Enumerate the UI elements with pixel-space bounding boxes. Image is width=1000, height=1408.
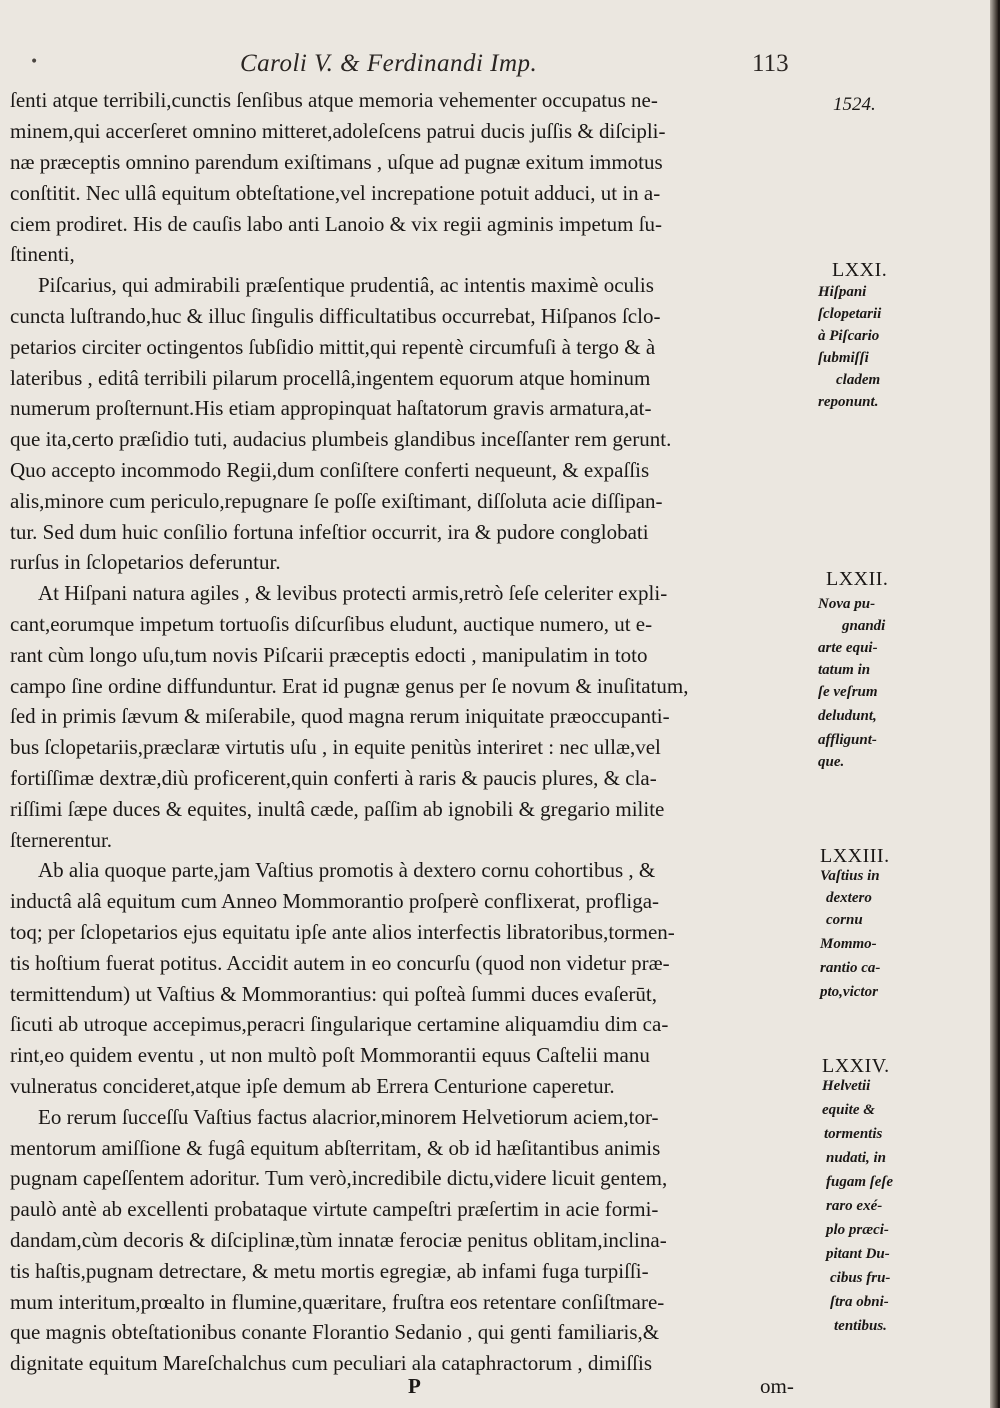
printer-mark: •: [30, 54, 39, 70]
text-line: riſſimi ſæpe duces & equites, inultâ cæde, paſſim ab ignobili & gregario milite: [10, 797, 665, 821]
text-line: tur. Sed dum huic conſilio fortuna infeſtior occurrit, ira & pudore conglobati: [10, 520, 649, 544]
text-line: alis,minore cum periculo,repugnare ſe poſſe exiſtimant, diſſoluta acie diſſipan-: [10, 489, 663, 513]
text-line: mum interitum,prœalto in flumine,quæritare, fruſtra eos retentare conſiſtmare-: [10, 1290, 665, 1314]
text-line: bus ſclopetariis,præclaræ virtutis uſu , in equite penitùs interiret : nec ullæ,vel: [10, 735, 661, 759]
margin-note-line: tatum in: [818, 662, 871, 678]
margin-note-line: Mommo-: [820, 936, 877, 952]
text-line: lateribus , editâ terribili pilarum procellâ,ingentem equorum atque hominum: [10, 366, 651, 390]
section-number: LXXII.: [826, 568, 889, 590]
margin-note-line: Helvetii: [822, 1078, 871, 1094]
text-line: numerum proſternunt.His etiam appropinquat haſtatorum gravis armatura,at-: [10, 396, 652, 420]
margin-note-line: ſubmiſſi: [818, 350, 869, 366]
text-line: dandam,cùm decoris & diſciplinæ,tùm innatæ ferociæ penitus oblitam,inclina-: [10, 1228, 667, 1252]
text-line: toq; per ſclopetarios ejus equitatu ipſe ante alios interfectis libratoribus,tormen-: [10, 920, 675, 944]
text-line: conſtitit. Nec ullâ equitum obteſtatione,vel increpatione potuit adduci, ut in a-: [10, 181, 661, 205]
margin-note-line: reponunt.: [818, 394, 879, 410]
text-line: næ præceptis omnino parendum exiſtimans , uſque ad pugnæ exitum immotus: [10, 150, 663, 174]
margin-note-line: equite &: [822, 1102, 875, 1118]
section-number: LXXI.: [832, 259, 888, 281]
signature-mark: P: [408, 1374, 421, 1398]
margin-note-line: deludunt,: [818, 708, 877, 724]
text-line: termittendum) ut Vaſtius & Mommorantius: qui poſteà ſummi duces evaſerūt,: [10, 982, 658, 1006]
text-line: petarios circiter octingentos ſubſidio mittit,qui repentè circumfuſi à tergo & à: [10, 335, 656, 359]
margin-note-line: dextero: [826, 890, 872, 906]
text-line: Ab alia quoque parte,jam Vaſtius promotis à dextero cornu cohortibus , &: [38, 858, 656, 882]
text-line: pugnam capeſſentem adoritur. Tum verò,incredibile dictu,videre licuit gentem,: [10, 1166, 668, 1190]
margin-note-line: gnandi: [842, 618, 886, 634]
page-edge-shadow: [990, 0, 998, 1408]
text-line: minem,qui accerſeret omnino mitteret,adoleſcens patrui ducis juſſis & diſcipli-: [10, 119, 666, 143]
margin-note-line: plo præci-: [826, 1222, 889, 1238]
margin-note-line: ſclopetarii: [818, 306, 882, 322]
section-number: LXXIII.: [820, 845, 890, 867]
margin-note-line: nudati, in: [826, 1150, 887, 1166]
text-line: ſicuti ab utroque accepimus,peracri ſingularique certamine aliquamdiu dim ca-: [10, 1012, 669, 1036]
margin-note-line: pto,victor: [820, 984, 878, 1000]
margin-note-line: que.: [818, 754, 845, 770]
text-line: rant cùm longo uſu,tum novis Piſcarii præceptis edocti , manipulatim in toto: [10, 643, 648, 667]
margin-year: 1524.: [833, 94, 876, 115]
text-line: Quo accepto incommodo Regii,dum conſiſtere conferti nequeunt, & expaſſis: [10, 458, 650, 482]
text-line: tis hoſtium fuerat potitus. Accidit autem in eo concurſu (quod non videtur præ-: [10, 951, 670, 975]
section-number: LXXIV.: [822, 1055, 890, 1077]
text-line: cuncta luſtrando,huc & illuc ſingulis difficultatibus occurrebat, Hiſpanos ſclo-: [10, 304, 661, 328]
text-line: At Hiſpani natura agiles , & levibus protecti armis,retrò ſeſe celeriter expli-: [38, 581, 668, 605]
text-line: fortiſſimæ dextræ,diù proficerent,quin conferti à raris & paucis plures, & cla-: [10, 766, 657, 790]
margin-note-line: rantio ca-: [820, 960, 881, 976]
margin-note-line: cibus fru-: [830, 1270, 891, 1286]
text-line: cant,eorumque impetum tortuoſis diſcurſibus eludunt, auctique numero, ut e-: [10, 612, 653, 636]
margin-note-line: Nova pu-: [818, 596, 876, 612]
text-line: ſed in primis ſævum & miſerabile, quod magna rerum iniquitate præoccupanti-: [10, 704, 670, 728]
text-line: campo ſine ordine diffunduntur. Erat id pugnæ genus per ſe novum & inuſitatum,: [10, 674, 689, 698]
text-line: Eo rerum ſucceſſu Vaſtius factus alacrior,minorem Helvetiorum aciem,tor-: [38, 1105, 659, 1129]
text-line: ſtinenti,: [10, 242, 75, 266]
running-title: Caroli V. & Ferdinandi Imp.: [240, 50, 538, 77]
text-line: mentorum amiſſione & fugâ equitum abſterritam, & ob id hæſitantibus animis: [10, 1136, 661, 1160]
margin-note-line: tentibus.: [834, 1318, 887, 1334]
text-line: ſenti atque terribili,cunctis ſenſibus atque memoria vehementer occupatus ne-: [10, 88, 658, 112]
text-line: Piſcarius, qui admirabili præſentique prudentiâ, ac intentis maximè oculis: [38, 273, 654, 297]
margin-note-line: à Piſcario: [818, 328, 880, 344]
text-line: rurſus in ſclopetarios deferuntur.: [10, 550, 281, 574]
margin-note-line: arte equi-: [818, 640, 878, 656]
margin-note-line: Hiſpani: [818, 284, 867, 300]
text-line: rint,eo quidem eventu , ut non multò poſt Mommorantii equus Caſtelii manu: [10, 1043, 650, 1067]
text-line: ſternerentur.: [10, 828, 113, 852]
margin-note-line: ſtra obni-: [830, 1294, 889, 1310]
margin-note-line: cornu: [826, 912, 863, 928]
text-line: inductâ alâ equitum cum Anneo Mommorantio proſperè conflixerat, profliga-: [10, 889, 660, 913]
text-line: dignitate equitum Mareſchalchus cum peculiari ala cataphractorum , dimiſſis: [10, 1351, 653, 1375]
text-line: paulò antè ab excellenti probataque virtute campeſtri præſertim in acie formi-: [10, 1197, 659, 1221]
margin-note-line: pitant Du-: [826, 1246, 890, 1262]
text-line: tis haſtis,pugnam detrectare, & metu mortis egregiæ, ab infami fuga turpiſſi-: [10, 1259, 649, 1283]
text-line: que magnis obteſtationibus conante Florantio Sedanio , qui genti familiaris,&: [10, 1320, 660, 1344]
margin-note-line: raro exé-: [826, 1198, 883, 1214]
margin-note-line: cladem: [836, 372, 881, 388]
margin-note-line: affligunt-: [818, 732, 877, 748]
page-header: [0, 48, 1000, 84]
text-line: vulneratus concideret,atque ipſe demum ab Errera Centurione caperetur.: [10, 1074, 615, 1098]
margin-note-line: ſe veſrum: [818, 684, 878, 700]
margin-note-line: tormentis: [824, 1126, 883, 1142]
text-line: que ita,certo præſidio tuti, audacius plumbeis glandibus inceſſanter rem gerunt.: [10, 427, 672, 451]
text-line: ciem prodiret. His de cauſis labo anti Lanoio & vix regii agminis impetum ſu-: [10, 212, 663, 236]
margin-note-line: Vaſtius in: [820, 868, 880, 884]
margin-note-line: fugam ſeſe: [826, 1174, 894, 1190]
page-number: 113: [752, 50, 789, 77]
catchword: om-: [760, 1374, 794, 1398]
